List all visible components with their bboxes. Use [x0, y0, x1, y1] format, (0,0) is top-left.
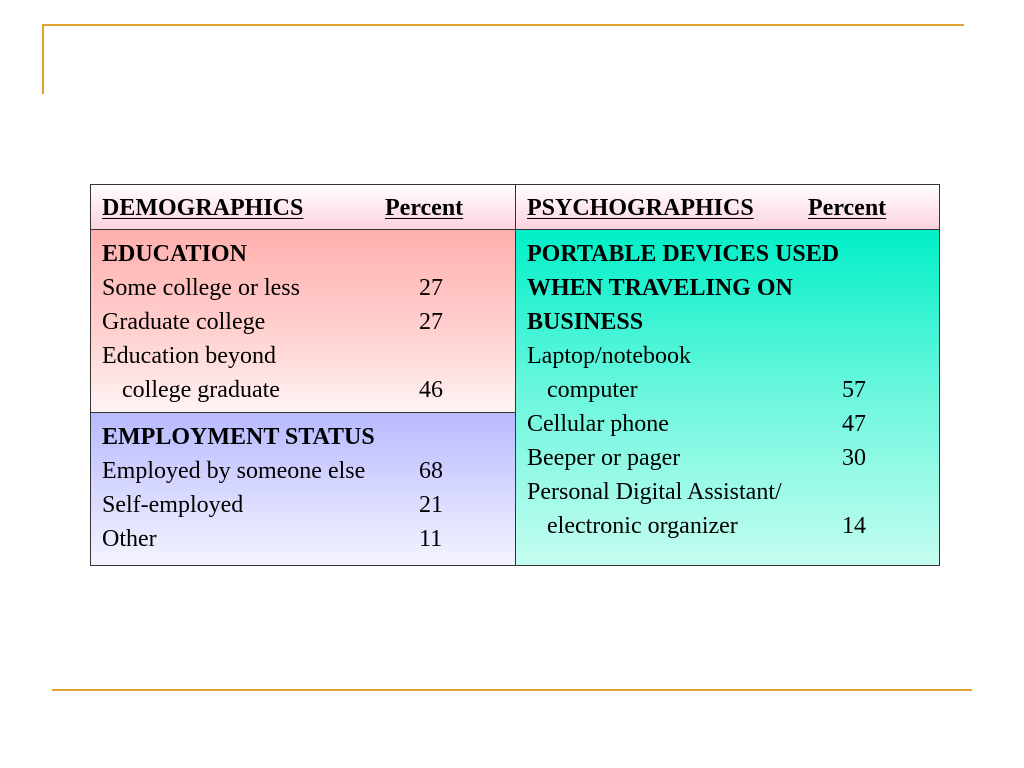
row-label: Education beyond: [102, 343, 276, 369]
row-percent: 14: [842, 513, 866, 539]
row-label: electronic organizer: [547, 513, 738, 539]
psychographics-header-cell: [515, 184, 940, 230]
table-row: [527, 339, 933, 373]
table-row: [102, 488, 509, 522]
row-label: Employed by someone else: [102, 458, 366, 484]
education-section: [90, 229, 516, 413]
employment-title-text: EMPLOYMENT STATUS: [102, 424, 375, 450]
row-label: Graduate college: [102, 309, 266, 335]
devices-title-line: [527, 237, 933, 271]
row-percent: 68: [419, 458, 443, 484]
demographics-header-label: DEMOGRAPHICS: [102, 195, 304, 221]
row-label: Personal Digital Assistant/: [527, 479, 782, 505]
table-row: [102, 305, 509, 339]
bottom-decorative-line: [52, 689, 972, 691]
table-row: [527, 373, 933, 407]
devices-title-line: [527, 271, 933, 305]
row-percent: 21: [419, 492, 443, 518]
table-row: [527, 475, 933, 509]
row-percent: 27: [419, 275, 443, 301]
table-row: [527, 441, 933, 475]
row-label: computer: [547, 377, 638, 403]
demographics-percent-header: Percent: [385, 195, 464, 221]
demographics-header-cell: [90, 184, 516, 230]
row-percent: 11: [419, 526, 443, 552]
table-row: [102, 271, 509, 305]
table-row: [527, 509, 933, 543]
row-label: Self-employed: [102, 492, 244, 518]
row-percent: 47: [842, 411, 866, 437]
row-percent: 57: [842, 377, 866, 403]
table-row: [102, 339, 509, 373]
employment-title: [102, 420, 509, 454]
row-label: Cellular phone: [527, 411, 669, 437]
row-percent: 46: [419, 377, 443, 403]
devices-title-line: [527, 305, 933, 339]
row-percent: 27: [419, 309, 443, 335]
table-row: [527, 407, 933, 441]
education-title: [102, 237, 509, 271]
portable-devices-section: [515, 229, 940, 566]
row-label: college graduate: [122, 377, 280, 403]
psychographics-percent-header: Percent: [808, 195, 887, 221]
psychographics-header-label: PSYCHOGRAPHICS: [527, 195, 754, 221]
table-row: [102, 522, 509, 556]
employment-section: [90, 412, 516, 566]
top-decorative-line: [42, 24, 964, 26]
table-row: [102, 373, 509, 407]
row-label: Other: [102, 526, 157, 552]
demographics-psychographics-table: [90, 184, 940, 566]
education-title-text: EDUCATION: [102, 241, 247, 267]
row-percent: 30: [842, 445, 866, 471]
devices-title-text: WHEN TRAVELING ON: [527, 275, 793, 301]
devices-title-text: BUSINESS: [527, 309, 644, 335]
left-decorative-line: [42, 24, 44, 94]
row-label: Beeper or pager: [527, 445, 681, 471]
row-label: Some college or less: [102, 275, 300, 301]
table-row: [102, 454, 509, 488]
row-label: Laptop/notebook: [527, 343, 691, 369]
devices-title-text: PORTABLE DEVICES USED: [527, 241, 840, 267]
